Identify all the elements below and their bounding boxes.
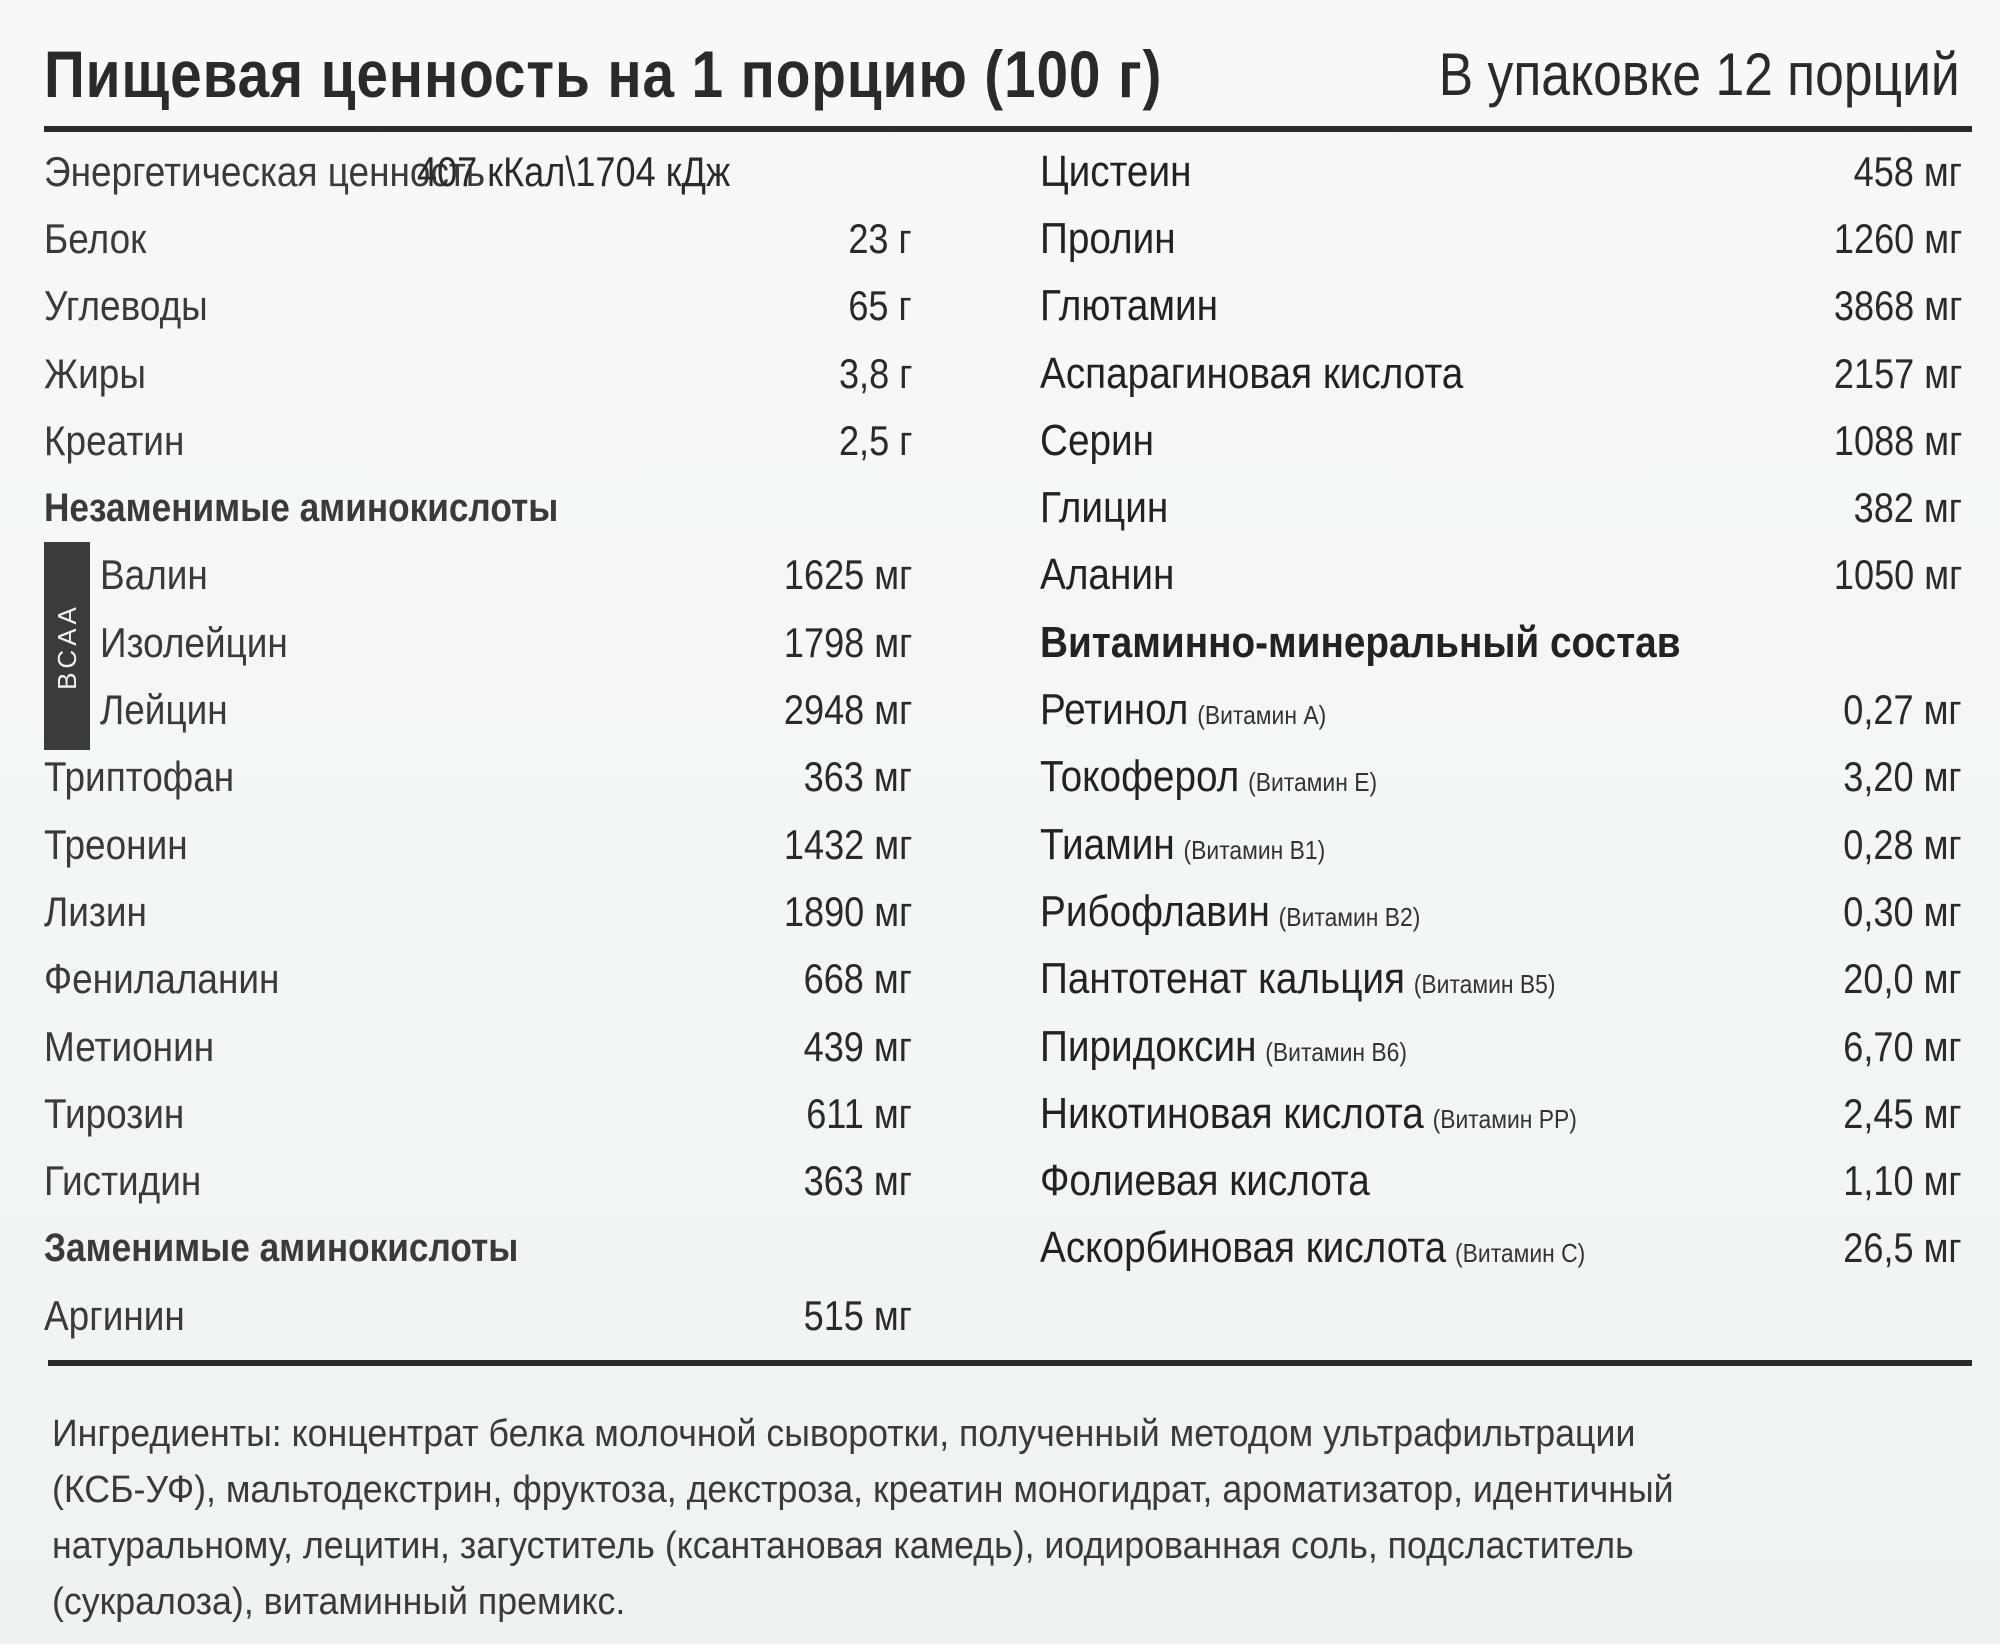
bcaa-label: BCAA — [51, 602, 82, 690]
nutrient-row: Фолиевая кислота 1,10 мг — [1040, 1156, 1962, 1206]
nutrient-row: Аскорбиновая кислота (Витамин С) 26,5 мг — [1040, 1223, 1962, 1273]
servings-count: В упаковке 12 порций — [1439, 41, 1960, 108]
nutrient-row: Энергетическая ценность 407 кКал\1704 кДж — [44, 147, 730, 195]
section-heading-essential: Незаменимые аминокислоты — [44, 485, 559, 530]
nutrient-row: Валин 1625 мг — [100, 551, 912, 599]
nutrient-row: Ретинол (Витамин А) 0,27 мг — [1040, 685, 1962, 735]
nutrient-row: Рибофлавин (Витамин В2) 0,30 мг — [1040, 886, 1962, 936]
nutrient-row: Глютамин 3868 мг — [1040, 281, 1962, 331]
nutrient-row: Углеводы 65 г — [44, 282, 912, 330]
nutrient-row: Изолейцин 1798 мг — [100, 618, 912, 666]
nutrient-row: Метионин 439 мг — [44, 1022, 912, 1070]
nutrient-row: Креатин 2,5 г — [44, 416, 912, 464]
nutrient-row: Глицин 382 мг — [1040, 483, 1962, 533]
nutrient-row: Аспарагиновая кислота 2157 мг — [1040, 348, 1962, 398]
page-title: Пищевая ценность на 1 порцию (100 г) — [44, 37, 1163, 111]
nutrient-row: Лейцин 2948 мг — [100, 686, 912, 734]
nutrient-row: Пролин 1260 мг — [1040, 213, 1962, 263]
nutrient-row: Жиры 3,8 г — [44, 349, 912, 397]
nutrient-row: Цистеин 458 мг — [1040, 146, 1962, 196]
nutrient-row: Триптофан 363 мг — [44, 753, 912, 801]
section-heading-nonessential: Заменимые аминокислоты — [44, 1225, 519, 1270]
nutrient-row: Никотиновая кислота (Витамин РР) 2,45 мг — [1040, 1088, 1962, 1138]
nutrient-row: Аланин 1050 мг — [1040, 550, 1962, 600]
nutrient-row: Серин 1088 мг — [1040, 415, 1962, 465]
right-nutrient-column — [1040, 138, 1970, 1282]
nutrient-row: Пантотенат кальция (Витамин В5) 20,0 мг — [1040, 954, 1962, 1004]
nutrient-row: Фенилаланин 668 мг — [44, 955, 912, 1003]
bottom-divider — [48, 1360, 1972, 1366]
ingredients-text: Ингредиенты: концентрат белка молочной сыворотки, полученный методом ультрафильтрации (КСБ-УФ), мальтодекстрин, фруктоза, декстроза, креатин моногидрат, ароматизатор, идентичный натуральному, лецитин, загуститель (ксантановая камедь), иодированная соль, подсластитель (сукралоза), витаминный премикс. — [52, 1413, 1674, 1623]
nutrient-row: Пиридоксин (Витамин В6) 6,70 мг — [1040, 1021, 1962, 1071]
nutrient-row: Лизин 1890 мг — [44, 887, 912, 935]
nutrient-row: Гистидин 363 мг — [44, 1157, 912, 1205]
nutrient-row: Токоферол (Витамин Е) 3,20 мг — [1040, 752, 1962, 802]
nutrient-row: Тирозин 611 мг — [44, 1089, 912, 1137]
section-heading-vitamins: Витаминно-минеральный состав — [1040, 617, 1681, 667]
nutrient-row: Аргинин 515 мг — [44, 1291, 912, 1339]
left-nutrient-column — [44, 138, 920, 1349]
nutrient-row: Белок 23 г — [44, 214, 912, 262]
top-divider — [44, 126, 1972, 132]
nutrient-row: Тиамин (Витамин В1) 0,28 мг — [1040, 819, 1962, 869]
nutrient-row: Треонин 1432 мг — [44, 820, 912, 868]
